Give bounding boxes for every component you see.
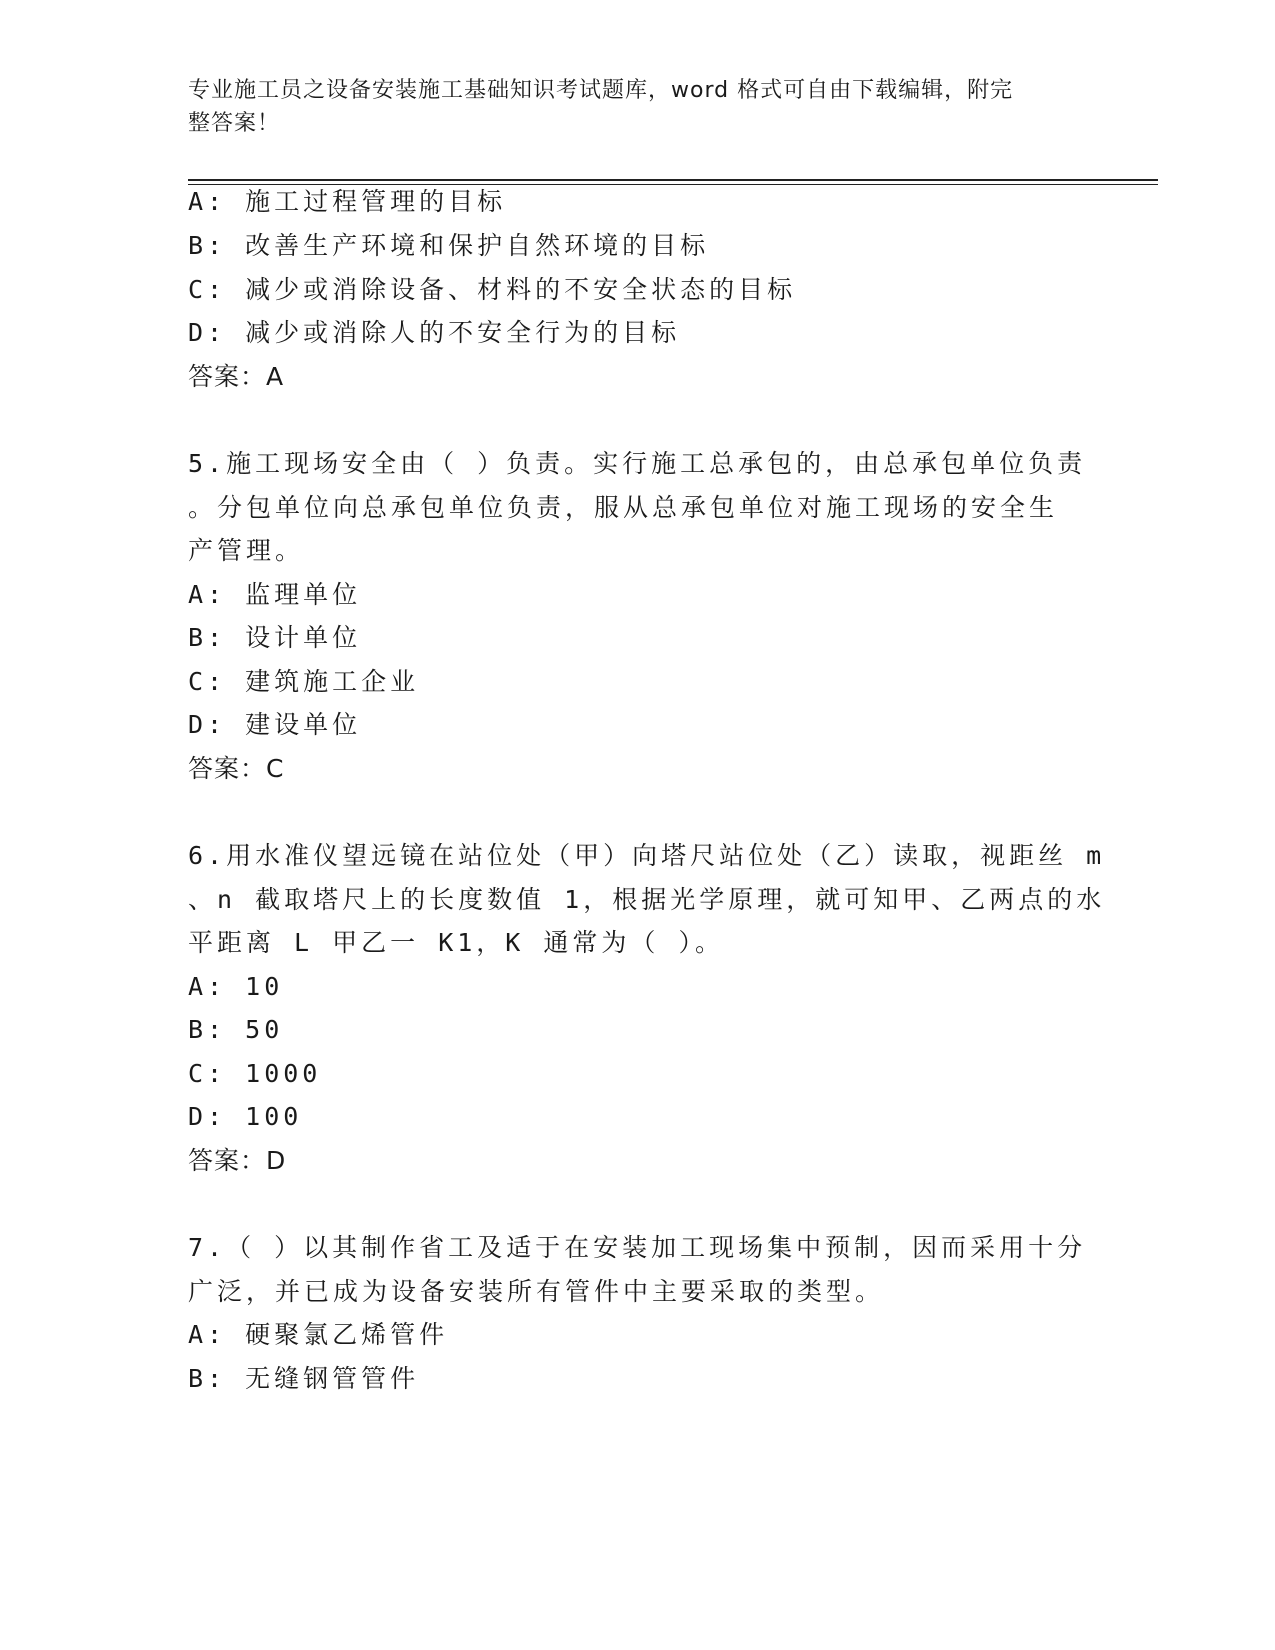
q7-stem-line-2: 广泛，并已成为设备安装所有管件中主要采取的类型。: [188, 1277, 885, 1306]
q5-stem-line-1: 5.施工现场安全由（ ）负责。实行施工总承包的，由总承包单位负责: [188, 449, 1087, 478]
q7-option-b: B: 无缝钢管管件: [188, 1364, 420, 1393]
q6-option-b: B: 50: [188, 1015, 284, 1044]
q6-stem-line-3: 平距离 L 甲乙一 K1，K 通常为（ ）。: [188, 928, 724, 957]
header-line-2: 整答案！: [188, 111, 281, 136]
q4-option-a: A: 施工过程管理的目标: [188, 187, 507, 216]
q5-stem-line-2: 。分包单位向总承包单位负责，服从总承包单位对施工现场的安全生: [188, 493, 1059, 522]
q5-option-b: B: 设计单位: [188, 623, 362, 652]
page-header: [188, 74, 1068, 140]
q6-answer: 答案：D: [188, 1146, 287, 1175]
q5-option-c: C: 建筑施工企业: [188, 667, 420, 696]
q5-option-a: A: 监理单位: [188, 580, 362, 609]
q5-option-d: D: 建设单位: [188, 710, 362, 739]
q6-option-a: A: 10: [188, 972, 284, 1001]
header-divider-thick: [188, 179, 1158, 181]
q5-stem-line-3: 产管理。: [188, 536, 305, 565]
q6-option-d: D: 100: [188, 1102, 303, 1131]
q4-option-c: C: 减少或消除设备、材料的不安全状态的目标: [188, 275, 797, 304]
q4-option-b: B: 改善生产环境和保护自然环境的目标: [188, 231, 710, 260]
q7-option-a: A: 硬聚氯乙烯管件: [188, 1320, 449, 1349]
q5-answer: 答案：C: [188, 754, 285, 783]
q4-option-d: D: 减少或消除人的不安全行为的目标: [188, 318, 681, 347]
header-divider-thin: [188, 184, 1158, 185]
q6-stem-line-1: 6.用水准仪望远镜在站位处（甲）向塔尺站位处（乙）读取，视距丝 m: [188, 841, 1106, 870]
q4-answer: 答案：A: [188, 362, 285, 391]
q6-stem-line-2: 、n 截取塔尺上的长度数值 1，根据光学原理，就可知甲、乙两点的水: [188, 885, 1106, 914]
q7-stem-line-1: 7.（ ）以其制作省工及适于在安装加工现场集中预制，因而采用十分: [188, 1233, 1087, 1262]
header-line-1: 专业施工员之设备安装施工基础知识考试题库，word 格式可自由下载编辑，附完: [188, 78, 1014, 103]
q6-option-c: C: 1000: [188, 1059, 322, 1088]
